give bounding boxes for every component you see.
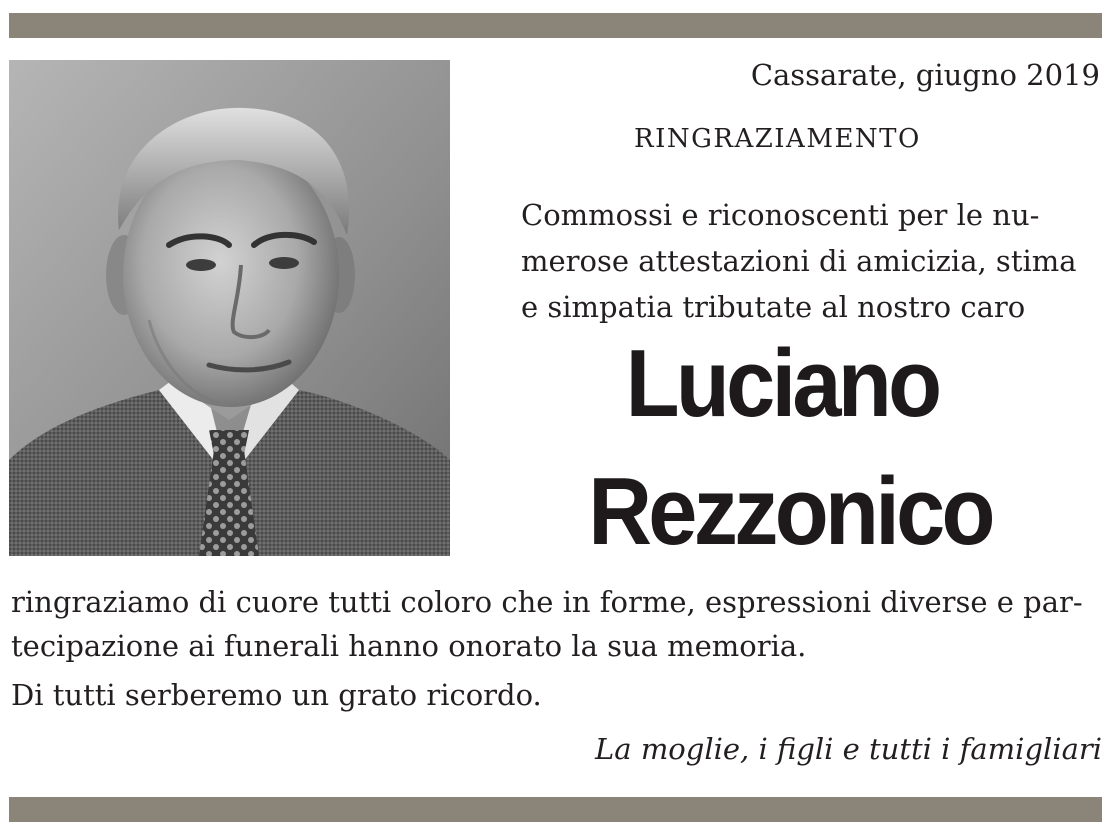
closing-sentence: Di tutti serberemo un grato ricordo. — [11, 678, 542, 712]
top-divider-bar — [9, 13, 1102, 38]
intro-line: merose attestazioni di amicizia, stima — [521, 244, 1077, 278]
body-line: ringraziamo di cuore tutti coloro che in forme, espressioni diverse e par- — [11, 585, 1083, 619]
intro-line: e simpatia tributate al nostro caro — [521, 290, 1026, 324]
intro-line: Commossi e riconoscenti per le nu- — [521, 198, 1040, 232]
notice-heading: RINGRAZIAMENTO — [634, 124, 921, 154]
deceased-first-name: Luciano — [625, 330, 939, 437]
date-line: Cassarate, giugno 2019 — [750, 58, 1100, 92]
portrait-photo — [9, 60, 450, 556]
family-signature: La moglie, i figli e tutti i famigliari — [595, 732, 1102, 766]
thanks-paragraph — [11, 580, 1106, 668]
bottom-divider-bar — [9, 797, 1102, 822]
intro-paragraph — [521, 192, 1101, 330]
deceased-last-name: Rezzonico — [588, 458, 992, 565]
body-line: tecipazione ai funerali hanno onorato la sua memoria. — [11, 629, 807, 663]
